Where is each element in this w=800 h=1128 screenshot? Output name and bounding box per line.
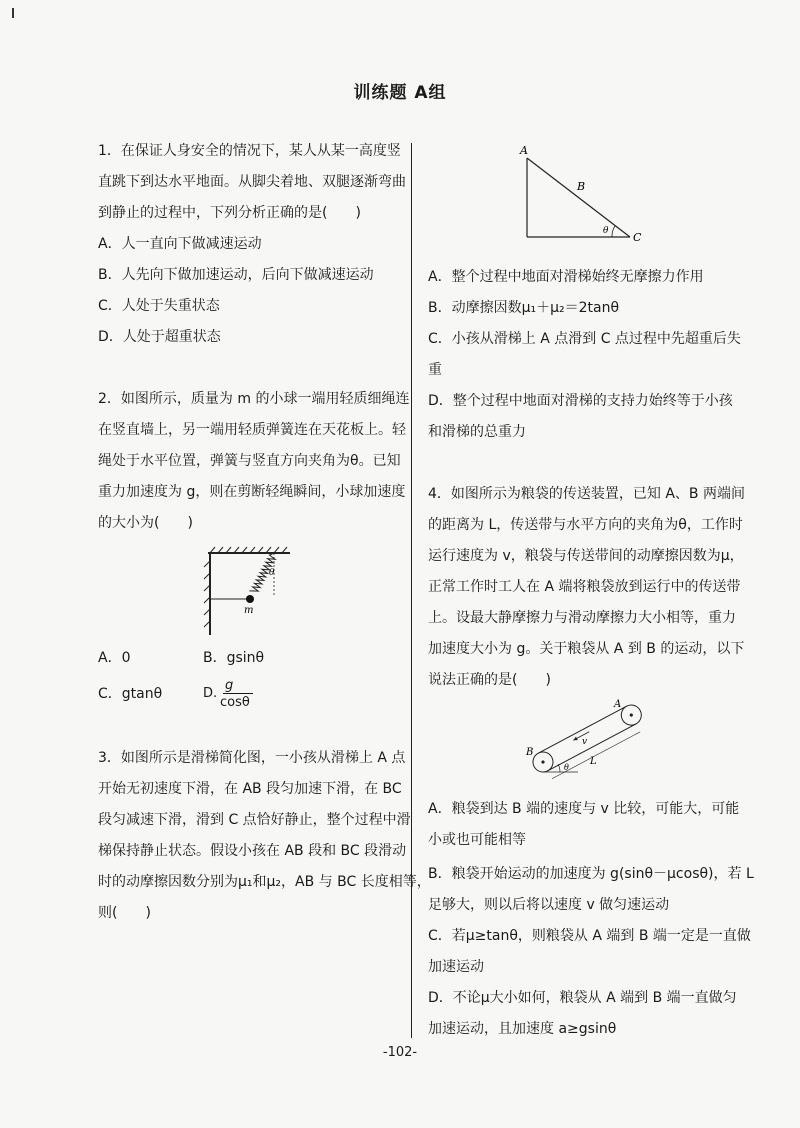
q2-line: 2．如图所示，质量为 m 的小球一端用轻质细绳连 xyxy=(98,391,410,407)
q4-option-d: D．不论μ大小如何，粮袋从 A 端到 B 端一直做匀 xyxy=(428,990,737,1006)
q4-option-c: C．若μ≥tanθ，则粮袋从 A 端到 B 端一定是一直做 xyxy=(428,928,751,944)
q3-option-c: C．小孩从滑梯上 A 点滑到 C 点过程中先超重后失 xyxy=(428,331,741,347)
scan-edge-mark xyxy=(12,8,14,18)
q4-line: 加速度大小为 g。关于粮袋从 A 到 B 的运动，以下 xyxy=(428,641,745,657)
velocity-label: v xyxy=(582,737,588,747)
fraction-bar xyxy=(223,693,253,694)
q3-option-d-cont: 和滑梯的总重力 xyxy=(428,424,526,440)
q2-line: 绳处于水平位置，弹簧与竖直方向夹角为θ。已知 xyxy=(98,453,401,469)
q4-option-b: B．粮袋开始运动的加速度为 g(sinθ－μcosθ)，若 L xyxy=(428,866,754,882)
q3-option-a: A．整个过程中地面对滑梯始终无摩擦力作用 xyxy=(428,269,704,285)
wall-hatch xyxy=(204,553,210,635)
q4-conveyor-figure xyxy=(520,693,640,783)
q2-option-d-lead: D. xyxy=(203,686,218,701)
q2-option-d-numerator: g xyxy=(225,678,234,693)
length-label: L xyxy=(590,756,597,767)
velocity-arrowhead xyxy=(572,737,577,742)
mass-label: m xyxy=(244,605,254,616)
q3-line: 3．如图所示是滑梯简化图，一小孩从滑梯上 A 点 xyxy=(98,750,406,766)
q3-option-b: B．动摩擦因数μ₁＋μ₂＝2tanθ xyxy=(428,300,620,316)
q1-option-c: C．人处于失重状态 xyxy=(98,298,220,314)
q1-line: 1．在保证人身安全的情况下，某人从某一高度竖 xyxy=(98,143,401,159)
q4-line: 运行速度为 v，粮袋与传送带间的动摩擦因数为μ， xyxy=(428,548,744,564)
q3-line: 段匀减速下滑，滑到 C 点恰好静止，整个过程中滑 xyxy=(98,812,411,828)
q1-line: 到静止的过程中，下列分析正确的是( ) xyxy=(98,205,361,221)
q1-option-a: A．人一直向下做减速运动 xyxy=(98,236,262,252)
q2-option-d-denominator: cosθ xyxy=(220,695,250,710)
end-b-label: B xyxy=(526,747,534,758)
q2-line: 的大小为( ) xyxy=(98,515,193,531)
angle-arc xyxy=(612,226,615,237)
point-c-label: C xyxy=(633,231,642,244)
q2-line: 在竖直墙上，另一端用轻质弹簧连在天花板上。轻 xyxy=(98,422,406,438)
q3-line: 开始无初速度下滑，在 AB 段匀加速下滑，在 BC xyxy=(98,781,402,797)
angle-label: θ xyxy=(603,226,609,236)
q3-option-d: D．整个过程中地面对滑梯的支持力始终等于小孩 xyxy=(428,393,733,409)
q3-option-c-cont: 重 xyxy=(428,362,442,378)
ball xyxy=(246,595,254,603)
q4-option-d-cont: 加速运动，且加速度 a≥gsinθ xyxy=(428,1021,617,1037)
end-a-label: A xyxy=(614,699,622,710)
angle-label: θ xyxy=(269,568,275,578)
ceiling-hatch xyxy=(208,547,290,553)
q4-line: 4．如图所示为粮袋的传送装置，已知 A、B 两端间 xyxy=(428,486,745,502)
q4-option-b-cont: 足够大，则以后将以速度 v 做匀速运动 xyxy=(428,897,670,913)
q2-spring-ball-figure xyxy=(198,545,298,640)
q4-line: 说法正确的是( ) xyxy=(428,672,551,688)
roller-a-axle xyxy=(629,713,633,717)
q4-option-a: A．粮袋到达 B 端的速度与 v 比较，可能大，可能 xyxy=(428,801,740,817)
q3-line: 则( ) xyxy=(98,905,151,921)
q4-option-a-cont: 小或也可能相等 xyxy=(428,832,526,848)
column-divider xyxy=(411,143,412,1038)
slide-incline xyxy=(527,158,630,237)
q2-option-a: A．0 xyxy=(98,650,131,666)
q1-option-b: B．人先向下做加速运动，后向下做减速运动 xyxy=(98,267,374,283)
q1-line: 直跳下到达水平地面。从脚尖着地、双腿逐渐弯曲 xyxy=(98,174,406,190)
roller-b-axle xyxy=(541,760,545,764)
q4-line: 的距离为 L，传送带与水平方向的夹角为θ，工作时 xyxy=(428,517,743,533)
page-number: -102- xyxy=(382,1045,418,1060)
point-a-label: A xyxy=(520,144,528,157)
point-b-label: B xyxy=(577,180,586,193)
q3-line: 梯保持静止状态。假设小孩在 AB 段和 BC 段滑动 xyxy=(98,843,407,859)
q3-line: 时的动摩擦因数分别为μ₁和μ₂，AB 与 BC 长度相等， xyxy=(98,874,431,890)
page-title: 训练题 A组 xyxy=(353,83,447,103)
q4-option-c-cont: 加速运动 xyxy=(428,959,484,975)
q4-line: 上。设最大静摩擦力与滑动摩擦力大小相等，重力 xyxy=(428,610,736,626)
angle-label: θ xyxy=(564,763,569,772)
q2-line: 重力加速度为 g，则在剪断轻绳瞬间，小球加速度 xyxy=(98,484,406,500)
q2-option-c: C．gtanθ xyxy=(98,686,163,702)
q3-slide-figure xyxy=(515,140,650,245)
q1-option-d: D．人处于超重状态 xyxy=(98,329,221,345)
q2-option-b: B．gsinθ xyxy=(203,650,265,666)
q4-line: 正常工作时工人在 A 端将粮袋放到运行中的传送带 xyxy=(428,579,741,595)
